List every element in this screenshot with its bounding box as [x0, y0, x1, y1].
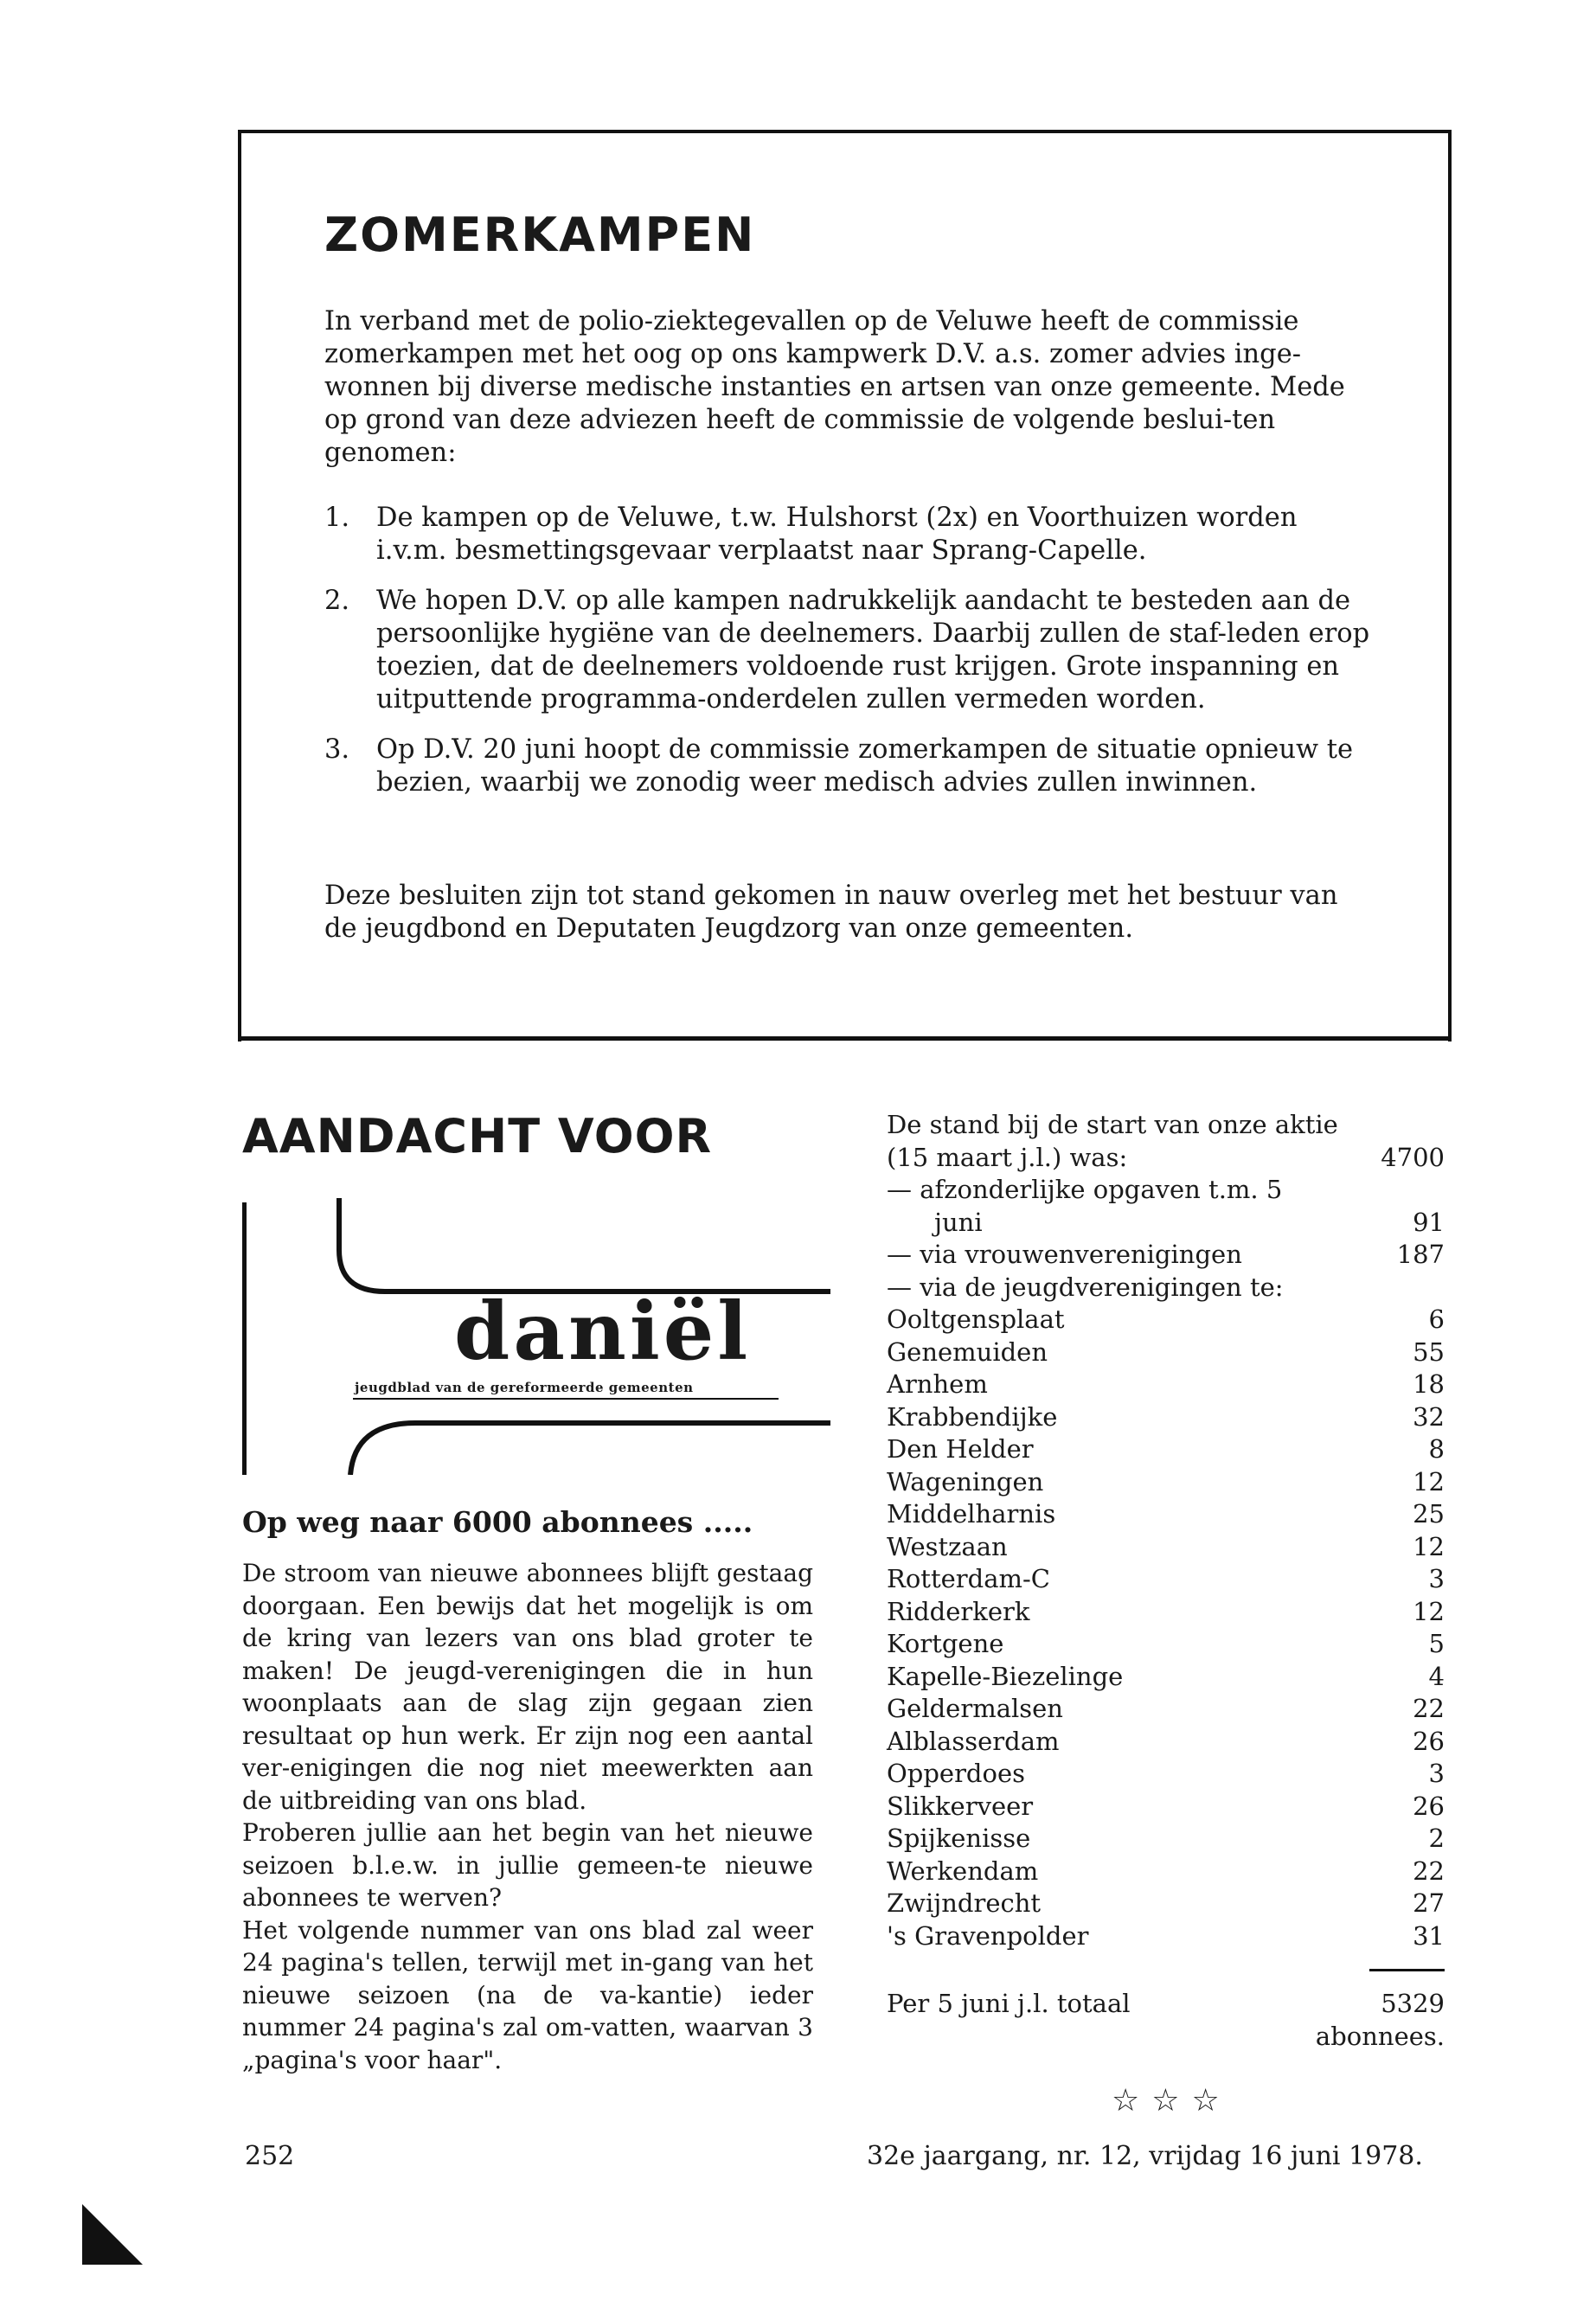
tally-place-row — [887, 1336, 1445, 1369]
tally-place-name: Spijkenisse — [887, 1823, 1031, 1853]
tally-place-count: 31 — [1413, 1920, 1445, 1951]
tally-place-row — [887, 1693, 1445, 1726]
tally-row — [887, 1142, 1445, 1175]
tally-place-name: Genemuiden — [887, 1336, 1048, 1367]
tally-row — [887, 1207, 1445, 1240]
tally-place-row — [887, 1758, 1445, 1791]
tally-total-label: Per 5 juni j.l. totaal — [887, 1989, 1131, 2018]
subscription-tally — [887, 1109, 1445, 1952]
tally-place-row — [887, 1596, 1445, 1629]
tally-place-row — [887, 1628, 1445, 1661]
tally-place-row — [887, 1856, 1445, 1888]
tally-place-count: 4 — [1428, 1661, 1445, 1691]
tally-place-count: 26 — [1413, 1726, 1445, 1756]
aandacht-title: AANDACHT VOOR — [242, 1109, 713, 1163]
tally-place-name: Westzaan — [887, 1531, 1008, 1561]
tally-place-row — [887, 1466, 1445, 1499]
tally-total-value: 5329 — [1381, 1989, 1445, 2018]
daniel-logo — [242, 1198, 830, 1475]
tally-place-count: 5 — [1428, 1629, 1445, 1658]
issue-info: 32e jaargang, nr. 12, vrijdag 16 juni 1978. — [867, 2141, 1423, 2171]
tally-place-name: Rotterdam-C — [887, 1564, 1050, 1593]
tally-place-row — [887, 1920, 1445, 1953]
tally-total — [887, 1988, 1445, 2053]
tally-place-name: 's Gravenpolder — [887, 1920, 1089, 1951]
tally-place-name: Zwijndrecht — [887, 1888, 1042, 1918]
tally-place-row — [887, 1433, 1445, 1466]
tally-place-row — [887, 1304, 1445, 1336]
tally-total-unit: abonnees. — [1315, 2021, 1445, 2051]
notice-title: ZOMERKAMPEN — [324, 208, 756, 262]
tally-label: — via de jeugdverenigingen te: — [887, 1272, 1284, 1302]
tally-place-count: 2 — [1428, 1823, 1445, 1853]
notice-intro: In verband met de polio-ziektegevallen op de Veluwe heeft de commissie zomerkampen met het oog op ons kampwerk D.V. a.s. zomer advies inge-wonnen bij diverse medische instanties en artsen van onze gemeente. Mede op grond van deze adviezen heeft de commissie de volgende beslui-ten genomen: — [324, 306, 1345, 468]
tally-place-count: 6 — [1428, 1304, 1445, 1334]
tally-label: (15 maart j.l.) was: — [887, 1142, 1128, 1172]
tally-place-count: 22 — [1413, 1856, 1445, 1886]
notice-list — [324, 502, 1371, 817]
tally-label: — via vrouwenverenigingen — [887, 1240, 1242, 1269]
tally-label: juni — [934, 1207, 983, 1237]
tally-place-name: Arnhem — [887, 1369, 988, 1399]
tally-place-count: 18 — [1413, 1369, 1445, 1399]
tally-place-row — [887, 1401, 1445, 1434]
notice-item-text: We hopen D.V. op alle kampen nadrukkelijk aandacht te besteden aan de persoonlijke hygiëne van de deelnemers. Daarbij zullen de staf-leden erop toezien, dat de deelnemers voldoende rust krijgen. Grote inspanning en uitputtende programma-onderdelen zullen vermeden worden. — [376, 586, 1370, 715]
tally-row — [887, 1109, 1445, 1142]
tally-place-count: 12 — [1413, 1531, 1445, 1561]
tally-place-row — [887, 1498, 1445, 1531]
tally-place-count: 12 — [1413, 1596, 1445, 1626]
tally-places — [887, 1304, 1445, 1952]
tally-place-name: Geldermalsen — [887, 1694, 1063, 1723]
tally-value: 91 — [1413, 1207, 1445, 1237]
corner-mark — [82, 2204, 143, 2265]
tally-place-count: 3 — [1428, 1759, 1445, 1788]
tally-place-count: 27 — [1413, 1888, 1445, 1918]
tally-place-row — [887, 1563, 1445, 1596]
tally-place-name: Ooltgensplaat — [887, 1304, 1065, 1334]
daniel-logo-wordmark: daniël — [454, 1285, 752, 1378]
tally-place-row — [887, 1823, 1445, 1856]
tally-place-name: Ridderkerk — [887, 1596, 1030, 1626]
tally-total-unit-row — [887, 2021, 1445, 2054]
tally-place-count: 3 — [1428, 1564, 1445, 1593]
notice-item-number: 2. — [324, 586, 350, 616]
tally-place-name: Kapelle-Biezelinge — [887, 1661, 1124, 1691]
tally-place-row — [887, 1368, 1445, 1401]
article-body — [242, 1557, 813, 2076]
notice-box-bottom-rule — [238, 1036, 1448, 1041]
tally-place-name: Middelharnis — [887, 1499, 1056, 1529]
tally-place-name: Krabbendijke — [887, 1401, 1058, 1432]
tally-place-count: 8 — [1428, 1434, 1445, 1464]
tally-place-count: 32 — [1413, 1401, 1445, 1432]
tally-label: De stand bij de start van onze aktie — [887, 1110, 1338, 1139]
tally-place-count: 22 — [1413, 1694, 1445, 1723]
notice-list-item — [324, 734, 1371, 799]
tally-row — [887, 1174, 1445, 1207]
tally-place-name: Alblasserdam — [887, 1726, 1060, 1756]
daniel-logo-subtitle: jeugdblad van de gereformeerde gemeenten — [355, 1380, 694, 1395]
article-paragraph: Proberen jullie aan het begin van het nieuwe seizoen b.l.e.w. in jullie gemeen-te nieuwe abonnees te werven? — [242, 1818, 813, 1912]
page-number: 252 — [245, 2141, 295, 2171]
notice-closing: Deze besluiten zijn tot stand gekomen in nauw overleg met het bestuur van de jeugdbond en Deputaten Jeugdzorg van onze gemeenten. — [324, 881, 1338, 944]
notice-item-text: De kampen op de Veluwe, t.w. Hulshorst (2x) en Voorthuizen worden i.v.m. besmettingsgevaar verplaatst naar Sprang-Capelle. — [376, 503, 1298, 566]
article-title: Op weg naar 6000 abonnees ..... — [242, 1505, 753, 1539]
tally-place-row — [887, 1791, 1445, 1823]
tally-place-count: 26 — [1413, 1791, 1445, 1821]
notice-list-item — [324, 502, 1371, 567]
tally-value: 4700 — [1381, 1142, 1445, 1172]
tally-total-row — [887, 1988, 1445, 2021]
tally-place-row — [887, 1726, 1445, 1759]
tally-place-name: Slikkerveer — [887, 1791, 1034, 1821]
tally-place-row — [887, 1661, 1445, 1694]
article-paragraph: Het volgende nummer van ons blad zal weer 24 pagina's tellen, terwijl met in-gang van het nieuwe seizoen (na de va-kantie) ieder nummer 24 pagina's zal om-vatten, waarvan 3 „pagina's voor haar". — [242, 1915, 813, 2074]
tally-place-name: Werkendam — [887, 1856, 1039, 1886]
notice-list-item — [324, 585, 1371, 716]
tally-place-count: 25 — [1413, 1499, 1445, 1529]
tally-sum-rule — [1369, 1969, 1445, 1971]
tally-place-name: Wageningen — [887, 1466, 1044, 1497]
tally-place-name: Kortgene — [887, 1629, 1004, 1658]
notice-item-number: 3. — [324, 734, 350, 765]
tally-place-row — [887, 1531, 1445, 1564]
notice-item-text: Op D.V. 20 juni hoopt de commissie zomerkampen de situatie opnieuw te bezien, waarbij we zonodig weer medisch advies zullen inwinnen. — [376, 734, 1354, 798]
tally-place-name: Opperdoes — [887, 1759, 1025, 1788]
tally-place-row — [887, 1888, 1445, 1920]
notice-item-number: 1. — [324, 503, 350, 533]
tally-place-count: 55 — [1413, 1336, 1445, 1367]
tally-place-name: Den Helder — [887, 1434, 1034, 1464]
tally-value: 187 — [1396, 1240, 1445, 1269]
tally-place-count: 12 — [1413, 1466, 1445, 1497]
article-paragraph: De stroom van nieuwe abonnees blijft gestaag doorgaan. Een bewijs dat het mogelijk is om de kring van lezers van ons blad groter te maken! De jeugd-verenigingen die in hun woonplaats aan de slag zijn gegaan zien resultaat op hun werk. Er zijn nog een aantal ver-enigingen die nog niet meewerkten aan de uitbreiding van ons blad. — [242, 1559, 813, 1815]
tally-row — [887, 1272, 1445, 1304]
tally-row — [887, 1239, 1445, 1272]
star-divider: ☆☆☆ — [1112, 2083, 1232, 2118]
tally-label: — afzonderlijke opgaven t.m. 5 — [887, 1175, 1283, 1204]
